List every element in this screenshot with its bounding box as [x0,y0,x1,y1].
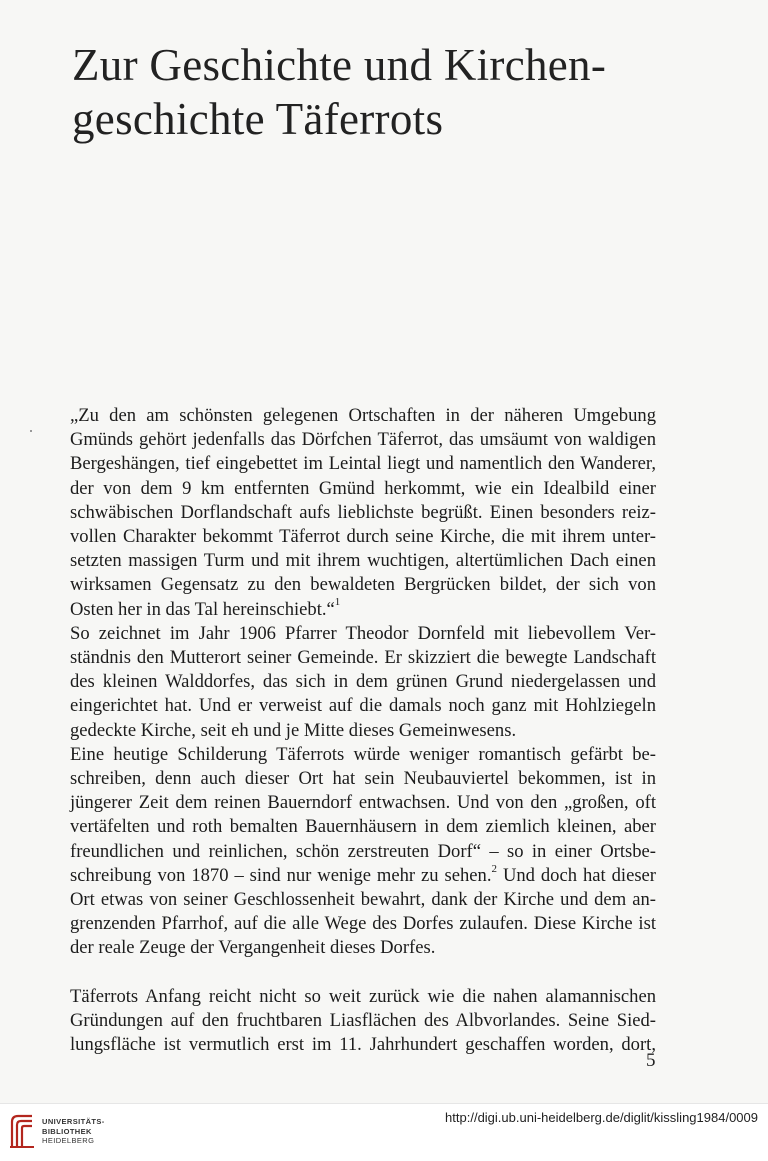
text-line: der reale Zeuge der Vergangenheit dieses Dorfes. [70,937,436,959]
text-line-with-footnote [70,598,656,622]
paragraph-gap [70,961,656,985]
page-number: 5 [646,1050,656,1071]
source-url-link[interactable]: http://digi.ub.uni-heidelberg.de/diglit/kissling1984/0009 [445,1110,758,1125]
text-line: schreiben, denn auch dieser Ort hat sein Neubauviertel bekommen, ist in [70,768,656,790]
logo-line-2: BIBLIOTHEK [42,1126,92,1136]
footnote-ref-2: 2 [491,862,498,875]
text-line: „Zu den am schönsten gelegenen Ortschaften in der näheren Umgebung [70,405,656,426]
text-line: schwäbischen Dorflandschaft aufs lieblichste begrüßt. Einen besonders reiz- [70,501,656,523]
page-title [72,38,712,146]
text-line: ständnis den Mutterort seiner Gemeinde. Er skizziert die bewegte Landschaft [70,647,656,669]
library-logo-text [42,1117,105,1146]
text-line: der von dem 9 km entfernten Gmünd herkommt, wie ein Idealbild einer [70,477,656,499]
library-logo-icon [8,1112,36,1150]
title-line-1: Zur Geschichte und Kirchen- [72,40,607,90]
footnote-ref-1: 1 [334,596,341,609]
text-line: lungsfläche ist vermutlich erst im 11. Jahrhundert geschaffen worden, dort, [70,1034,656,1056]
text-line: eingerichtet hat. Und er verweist auf die damals noch ganz mit Hohlziegeln [70,695,656,717]
text-line: wirksamen Gegensatz zu den bewaldeten Bergrücken bildet, der sich von [70,574,656,596]
text-line: gedeckte Kirche, seit eh und je Mitte dieses Gemeinwesens. [70,719,517,741]
logo-line-3: HEIDELBERG [42,1136,95,1145]
text-segment: Und doch hat dieser [497,864,656,886]
text-line: Eine heutige Schilderung Täferrots würde weniger romantisch gefärbt be- [70,743,656,765]
title-line-2: geschichte Täferrots [72,94,444,144]
quote-end: Osten her in das Tal hereinschiebt.“ [70,598,335,620]
logo-line-1: UNIVERSITÄTS- [42,1117,105,1126]
text-line-with-footnote [70,864,656,888]
text-line: Gründungen auf den fruchtbaren Liasflächen des Albvorlandes. Seine Sied- [70,1009,656,1031]
scan-speck [30,430,32,432]
text-line: grenzenden Pfarrhof, auf die alle Wege des Dorfes zulaufen. Diese Kirche ist [70,913,656,935]
text-line: Gmünds gehört jedenfalls das Dörfchen Täferrot, das umsäumt von waldigen [70,429,656,451]
text-line: vollen Charakter bekommt Täferrot durch seine Kirche, die mit ihrem unter- [70,526,656,548]
text-line: Ort etwas von seiner Geschlossenheit bewahrt, dank der Kirche und dem an- [70,889,656,911]
text-line: So zeichnet im Jahr 1906 Pfarrer Theodor Dornfeld mit liebevollem Ver- [70,622,656,644]
text-line: Täferrots Anfang reicht nicht so weit zurück wie die nahen alamannischen [70,985,656,1007]
footer-bar [0,1103,768,1161]
text-line: freundlichen und reinlichen, schön zerstreuten Dorf“ – so in einer Ortsbe- [70,840,656,862]
body-text [70,404,656,1057]
text-line: Bergeshängen, tief eingebettet im Leintal liegt und namentlich den Wanderer, [70,453,656,475]
text-segment: schreibung von 1870 – sind nur wenige mehr zu sehen. [70,864,492,886]
text-line: vertäfelten und roth bemalten Bauernhäusern in dem ziemlich kleinen, aber [70,816,656,838]
text-line: des kleinen Walddorfes, das sich in dem grünen Grund niedergelassen und [70,671,656,693]
text-line: setzten massigen Turm und mit ihrem wuchtigen, altertümlichen Dach einen [70,550,656,572]
text-line: jüngerer Zeit dem reinen Bauerndorf entwachsen. Und von den „großen, oft [70,792,656,814]
